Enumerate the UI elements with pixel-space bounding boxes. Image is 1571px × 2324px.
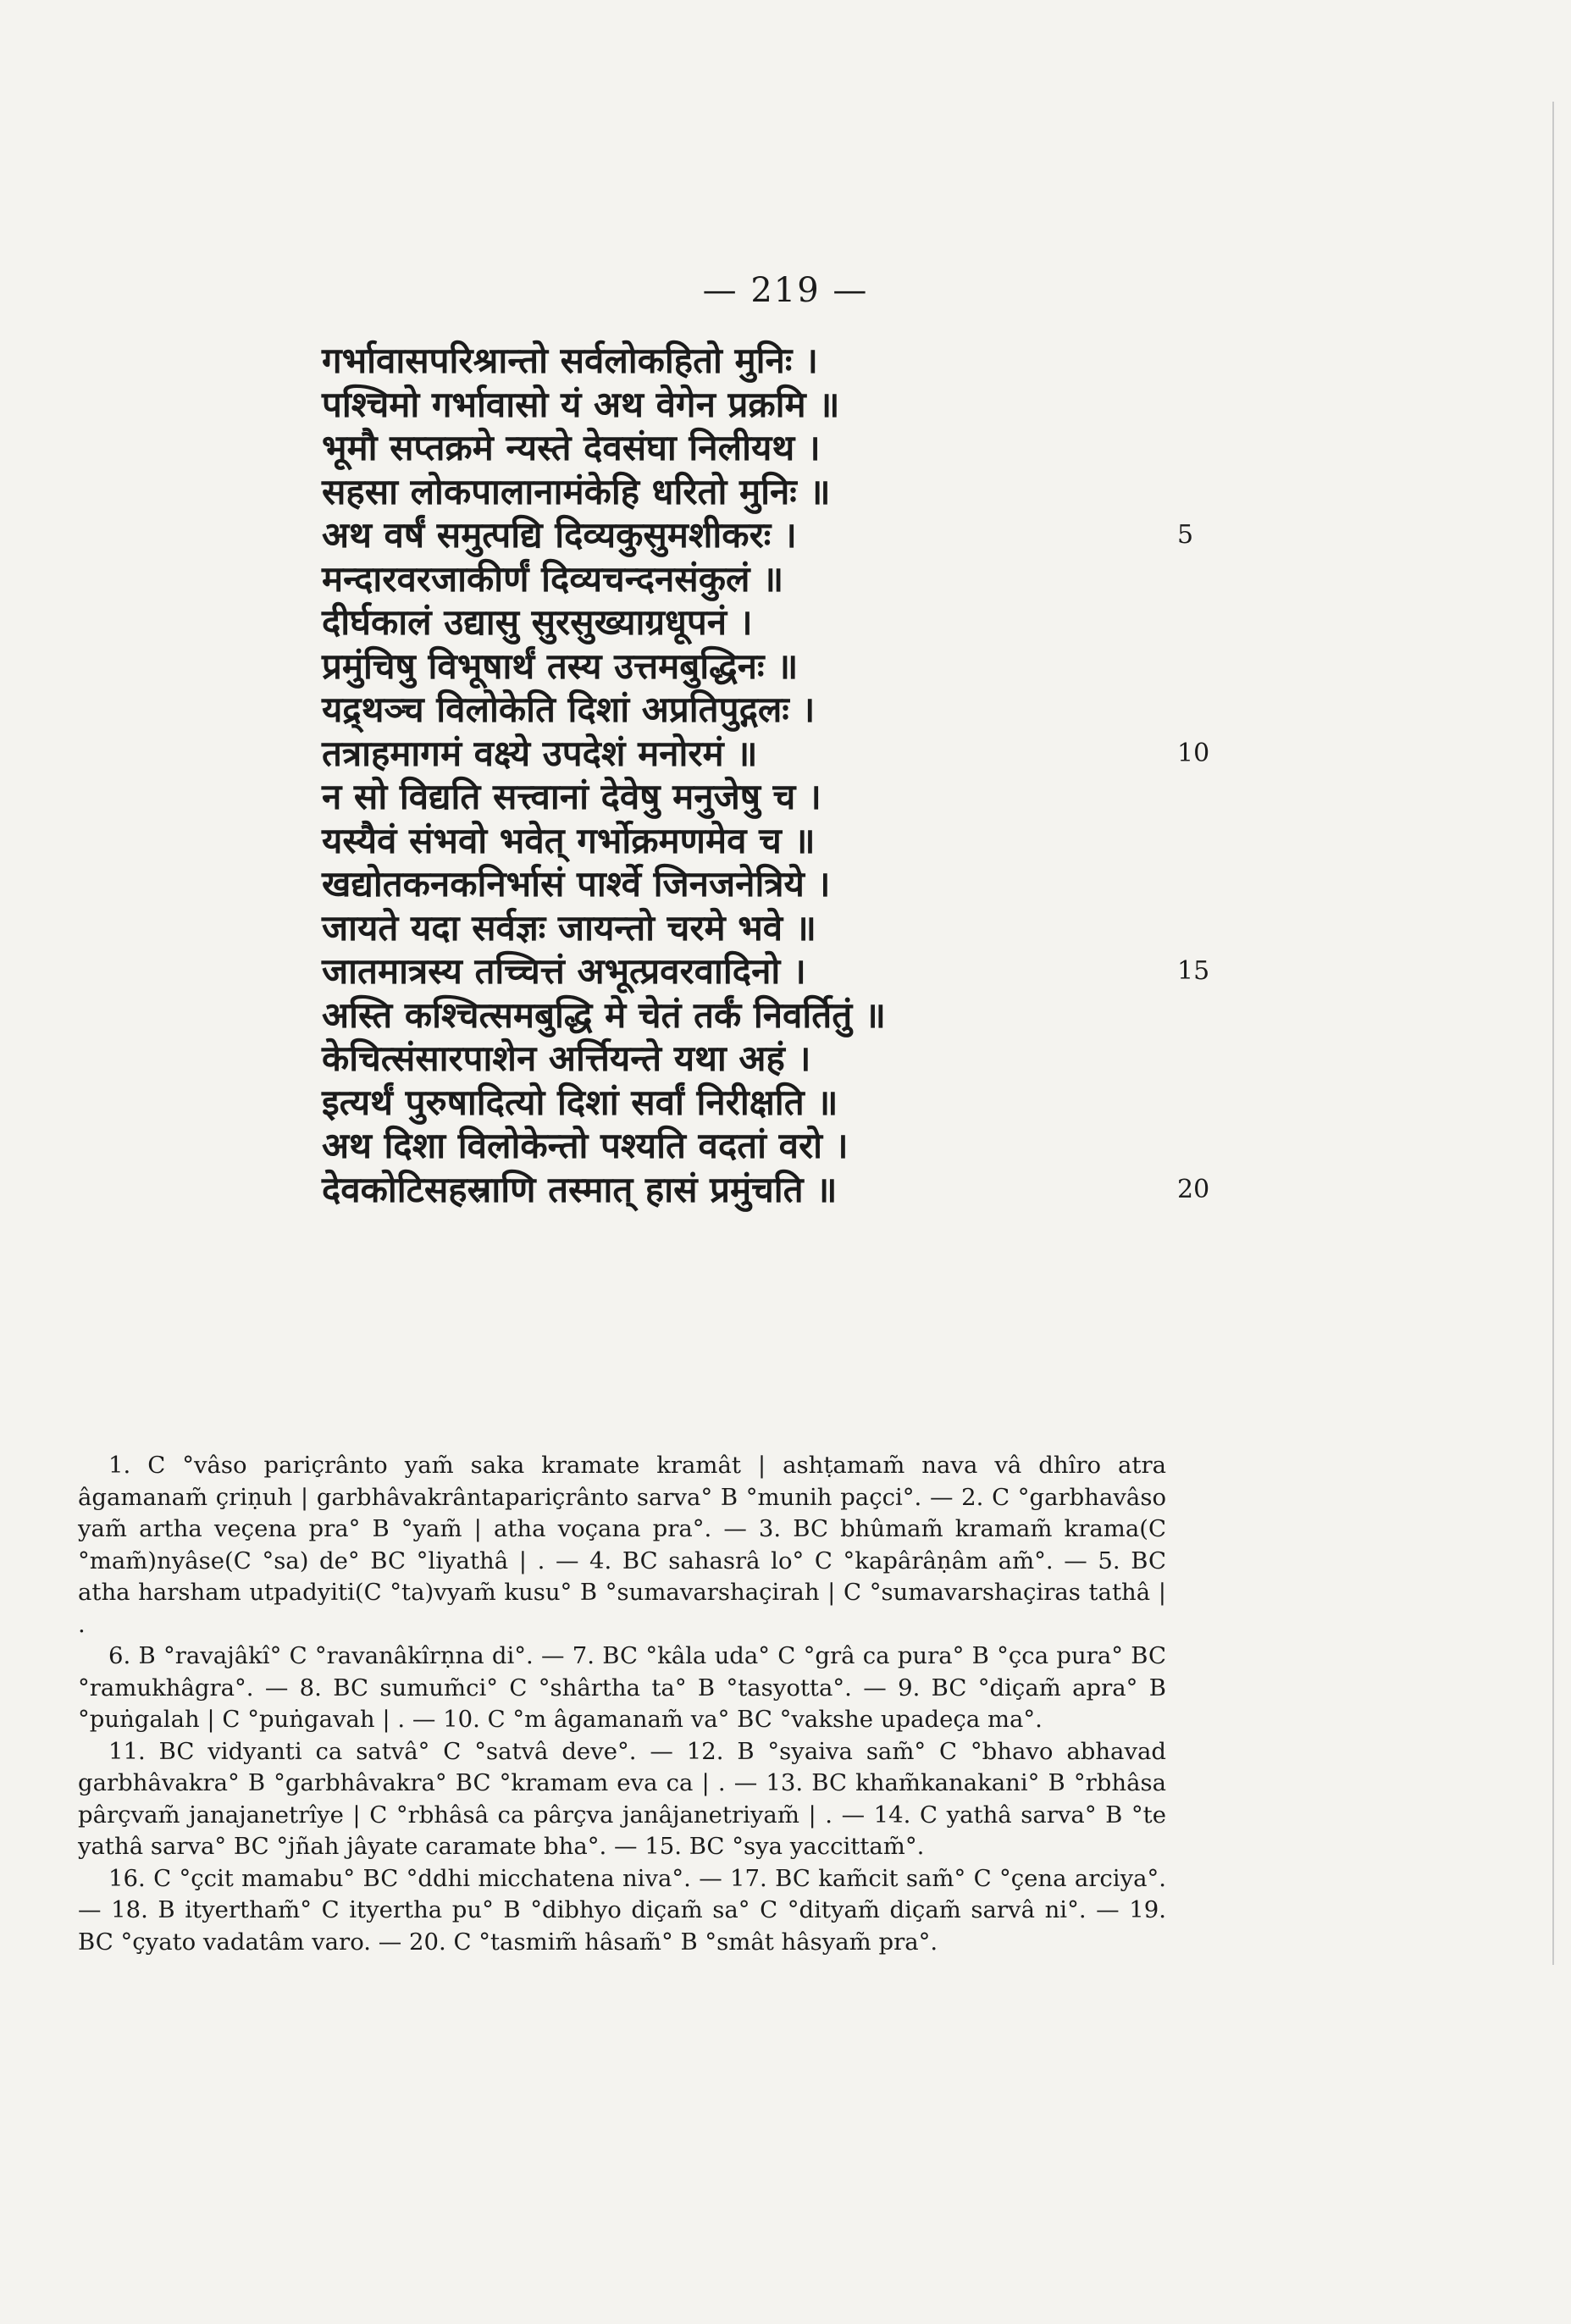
verse-text: सहसा लोकपालानामंकेहि धरितो मुनिः ॥	[322, 470, 831, 512]
line-number: 20	[1177, 1174, 1210, 1204]
verse-text: अथ दिशा विलोकेन्तो पश्यति वदतां वरो ।	[322, 1125, 849, 1166]
verse-line	[322, 949, 1423, 993]
verse-line	[322, 339, 1423, 383]
verse-text: पश्चिमो गर्भावासो यं अथ वेगेन प्रक्रमि ॥	[322, 383, 840, 425]
verse-text: जातमात्रस्य तच्चित्तं अभूत्प्रवरवादिनो ।	[322, 950, 806, 992]
verse-text: तत्राहमागमं वक्ष्ये उपदेशं मनोरमं ॥	[322, 732, 758, 774]
footnote-paragraph: 6. B °ravajâkî° C °ravanâkîrṇna di°. — 7. BC °kâla uda° C °grâ ca pura° B °çca pura° BC °ramukhâgra°. — 8. BC sumum̃ci° C °shârtha ta° B °tasyotta°. — 9. BC °diçam̃ apra° B °puṅgalah | C °puṅgavah | . — 10. C °m âgamanam̃ va° BC °vakshe upadeça ma°.	[78, 1642, 1166, 1733]
footnote-paragraph: 1. C °vâso pariçrânto yam̃ saka kramate kramât | ashṭamam̃ nava vâ dhîro atra âgamanam̃ çriṇuh | garbhâvakrântapariçrânto sarva° B °munih paçci°. — 2. C °garbhavâso yam̃ artha veçena pra° B °yam̃ | atha voçana pra°. — 3. BC bhûmam̃ kramam̃ krama(C °mam̃)nyâse(C °sa) de° BC °liyathâ | . — 4. BC sahasrâ lo° C °kapârâṇâm am̃°. — 5. BC atha harsham utpadyiti(C °ta)vyam̃ kusu° B °sumavarshaçirah | C °sumavarshaçiras tathâ | .	[78, 1452, 1166, 1638]
verse-line	[322, 819, 1423, 863]
verse-line	[322, 1037, 1423, 1081]
verse-text: जायते यदा सर्वज्ञः जायन्तो चरमे भवे ॥	[322, 906, 816, 949]
verse-line	[322, 1168, 1423, 1212]
verse-block	[322, 339, 1423, 1211]
verse-line	[322, 557, 1423, 601]
verse-text: भूमौ सप्तक्रमे न्यस्ते देवसंघा निलीयथ ।	[322, 427, 821, 468]
footnote-paragraph: 11. BC vidyanti ca satvâ° C °satvâ deve°. — 12. B °syaiva sam̃° C °bhavo abhavad garbhâvakra° B °garbhâvakra° BC °kramam eva ca | . — 13. BC kham̃kanakani° B °rbhâsa pârçvam̃ janajanetrîye | C °rbhâsâ ca pârçva janâjanetriyam̃ | . — 14. C yathâ sarva° B °te yathâ sarva° BC °jñah jâyate caramate bha°. — 15. BC °sya yaccittam̃°.	[78, 1737, 1166, 1860]
verse-line	[322, 862, 1423, 906]
verse-text: देवकोटिसहस्राणि तस्मात् हासं प्रमुंचति ॥	[322, 1168, 838, 1210]
verse-text: न सो विद्यति सत्त्वानां देवेषु मनुजेषु च ।	[322, 776, 821, 817]
footnotes-block	[78, 1450, 1166, 1958]
verse-line	[322, 775, 1423, 819]
verse-text: खद्योतकनकनिर्भासं पार्श्वे जिनजनेत्रिये ।	[322, 863, 831, 905]
verse-text: यस्यैवं संभवो भवेत् गर्भोक्रमणमेव च ॥	[322, 819, 816, 861]
verse-text: यद्र्थञ्च विलोकेति दिशां अप्रतिपुद्गलः ।	[322, 689, 816, 730]
footnote-paragraph: 16. C °çcit mamabu° BC °ddhi micchatena niva°. — 17. BC kam̃cit sam̃° C °çena arciya°. — 18. B ityertham̃° C ityertha pu° B °dibhyo diçam̃ sa° C °dityam̃ diçam̃ sarvâ ni°. — 19. BC °çyato vadatâm varo. — 20. C °tasmim̃ hâsam̃° B °smât hâsyam̃ pra°.	[78, 1864, 1166, 1956]
verse-line	[322, 1124, 1423, 1168]
verse-line	[322, 993, 1423, 1038]
verse-line	[322, 383, 1423, 427]
line-number: 5	[1177, 520, 1194, 550]
verse-text: दीर्घकालं उद्यासु सुरसुख्याग्रधूपनं ।	[322, 601, 753, 643]
verse-line	[322, 906, 1423, 950]
verse-line	[322, 645, 1423, 689]
verse-text: अथ वर्षं समुत्पद्यि दिव्यकुसुमशीकरः ।	[322, 514, 797, 556]
line-number: 15	[1177, 956, 1210, 986]
verse-line	[322, 1081, 1423, 1125]
verse-line	[322, 513, 1423, 557]
verse-line	[322, 688, 1423, 732]
verse-line	[322, 600, 1423, 645]
verse-text: केचित्संसारपाशेन अर्त्तियन्ते यथा अहं ।	[322, 1038, 811, 1079]
verse-line	[322, 732, 1423, 776]
verse-text: गर्भावासपरिश्रान्तो सर्वलोकहितो मुनिः ।	[322, 340, 818, 381]
line-number: 10	[1177, 738, 1210, 768]
verse-text: मन्दारवरजाकीर्णं दिव्यचन्दनसंकुलं ॥	[322, 557, 784, 600]
verse-text: इत्यर्थं पुरुषादित्यो दिशां सर्वां निरीक्षति ॥	[322, 1081, 838, 1123]
verse-line	[322, 470, 1423, 514]
page-number: — 219 —	[702, 271, 869, 310]
verse-text: अस्ति कश्चित्समबुद्धि मे चेतं तर्कं निवर्तितुं ॥	[322, 993, 886, 1036]
verse-line	[322, 426, 1423, 470]
page-edge-line	[1552, 102, 1554, 1965]
verse-text: प्रमुंचिषु विभूषार्थं तस्य उत्तमबुद्धिनः ॥	[322, 645, 799, 687]
